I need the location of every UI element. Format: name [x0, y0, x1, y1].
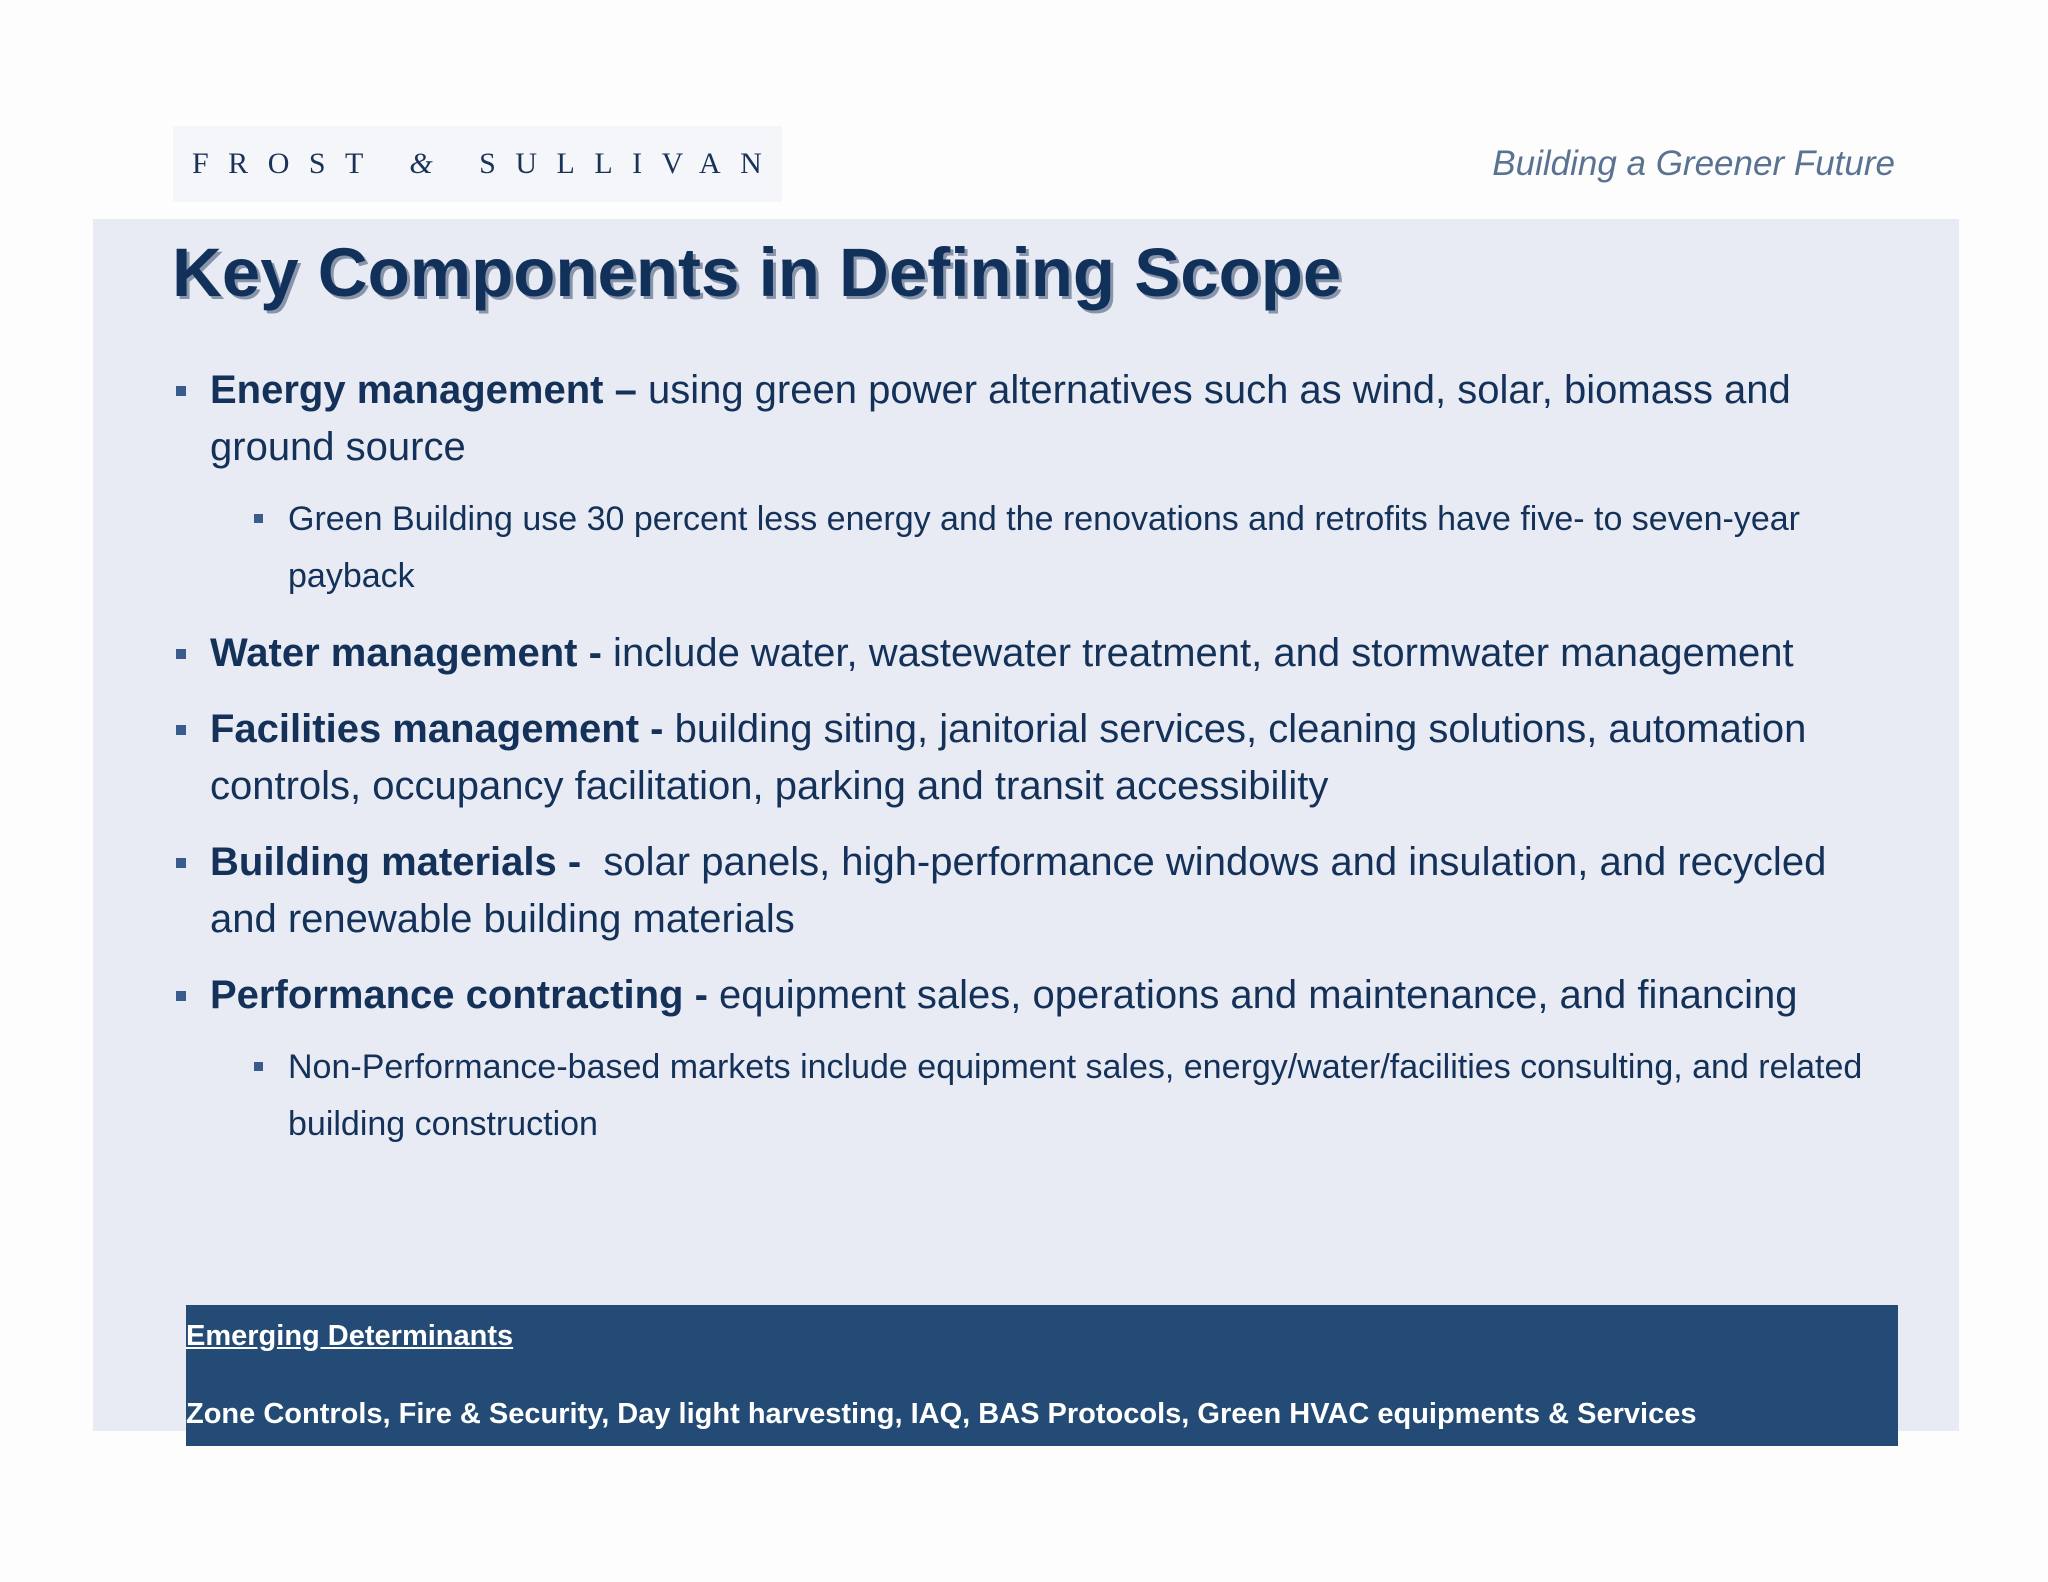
square-bullet-icon: [176, 991, 186, 1001]
bullet-list: [172, 362, 1882, 1173]
list-item: [172, 362, 1882, 476]
list-item: [172, 701, 1882, 815]
list-item: [172, 625, 1882, 682]
logo-ampersand: &: [409, 147, 453, 180]
page-title: Key Components in Defining Scope: [172, 234, 1342, 311]
square-bullet-icon: [176, 649, 186, 659]
item-text: include water, wastewater treatment, and stormwater management: [601, 631, 1794, 675]
item-text: building siting, janitorial services, cleaning solutions, automation controls, occupancy facilitation, parking and transit accessibility: [210, 707, 1807, 808]
logo-word-sullivan: SULLIVAN: [479, 147, 782, 180]
square-bullet-icon: [254, 1062, 263, 1071]
tagline: Building a Greener Future: [1492, 144, 1895, 183]
item-lead: Energy management –: [210, 368, 637, 412]
item-text: solar panels, high-performance windows and insulation, and recycled and renewable building materials: [210, 840, 1838, 941]
square-bullet-icon: [176, 858, 186, 868]
item-lead: Facilities management -: [210, 707, 664, 751]
list-item: [172, 967, 1882, 1024]
band-heading: Emerging Determinants: [186, 1320, 514, 1352]
square-bullet-icon: [176, 725, 186, 735]
sub-list-item: [250, 1039, 1882, 1153]
sub-item-text: Green Building use 30 percent less energy and the renovations and retrofits have five- to seven-year payback: [288, 500, 1800, 595]
square-bullet-icon: [176, 386, 186, 396]
logo-word-frost: FROST: [192, 147, 383, 180]
item-lead: Water management -: [210, 631, 602, 675]
item-text: equipment sales, operations and maintenance, and financing: [707, 973, 1798, 1017]
band-text: Zone Controls, Fire & Security, Day light harvesting, IAQ, BAS Protocols, Green HVAC equipments & Services: [186, 1398, 1697, 1430]
list-item: [172, 834, 1882, 948]
sub-item-text: Non-Performance-based markets include equipment sales, energy/water/facilities consulting, and related building construction: [288, 1048, 1863, 1143]
square-bullet-icon: [254, 514, 263, 523]
item-text: using green power alternatives such as wind, solar, biomass and ground source: [210, 368, 1791, 469]
item-lead: Building materials -: [210, 840, 582, 884]
sub-list-item: [250, 491, 1882, 605]
item-lead: Performance contracting -: [210, 973, 708, 1017]
frost-sullivan-logo: [192, 147, 781, 181]
emerging-determinants-band: [186, 1305, 1898, 1446]
